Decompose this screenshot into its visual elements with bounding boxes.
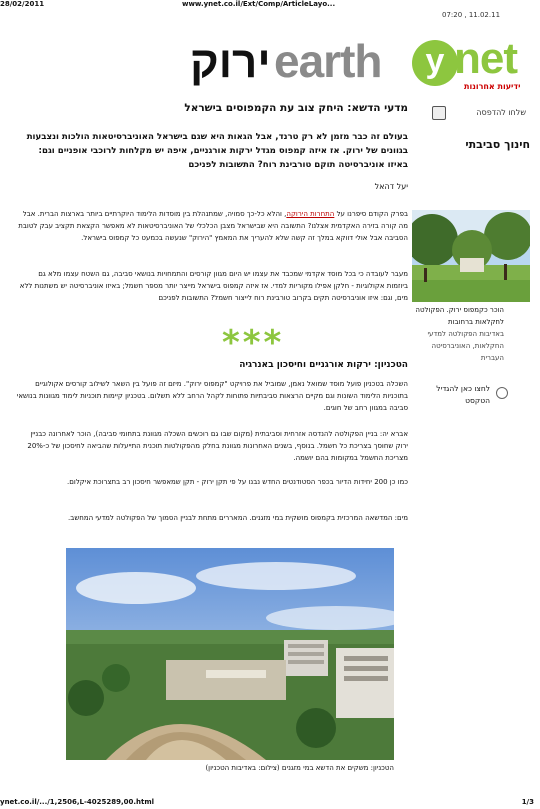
technion-campus-photo	[66, 548, 394, 760]
article-author: יעל דהאל	[374, 182, 408, 191]
printer-icon[interactable]	[432, 106, 446, 120]
paragraph-4: אברא יה: בניין הפקולטה להנדסה אזרחית וסביבתית (מקום שבו גם רוכשים השכלה מגוונת בתחומי סביבה), הוכר לאחרונה כבניין ירוק שחוסך בצריכת כל חשמל. בנוסף, בשנים האחרונות מגוונת בחלק מהפקולטות תוכנית התייעלות שהביאה לחיסכון של כ-20% מצריכת החשמל במקומות בהם יושמה.	[27, 430, 408, 462]
paragraph-6: מים: המדשאה המרכזית בקמפוס מושקית במי מזגנים. המאררים מתחת לבניין הסמוך של הפקולטה למדעי המחשב.	[68, 514, 408, 522]
paragraph-1	[16, 208, 408, 244]
earth-hebrew-wordmark: ירוק	[190, 38, 271, 87]
big-photo-caption: הטכניון: משקים את הדשא במי מזגנים (צילום: באדיבות הטכניון)	[205, 764, 394, 772]
green-competition-link[interactable]: התחרות הירוקה	[286, 210, 335, 218]
enlarge-text-link[interactable]: לחצו כאן להגדיל הטקסט	[436, 384, 490, 405]
section-subtitle: הטכניון: ירקות אורגניים וחיסכון באנרגיה	[239, 360, 408, 370]
article-lead: בעולם זה כבר מזמן לא רק טרנד, אבל הגאות היא שגם בישראל האוניברסיטאות הולכות ונצבעות בגוונים של ירוק. אז איזה קמפוס מגדל ירקות אורגניים, איפה יש מקלחות לרוכבי אופניים וגם: באיזו אוניברסיטה תוקם טורבינת רוח? התשובות לפניכם	[26, 132, 408, 170]
ynet-tagline: ידיעות אחרונות	[464, 82, 521, 91]
side-photo-caption-main: הוכר כקמפוס ירוק. הפקולטה לחקלאות ברחובות	[415, 306, 504, 326]
ynet-wordmark: net	[454, 34, 517, 83]
print-link[interactable]: שלחו להדפסה	[476, 108, 526, 117]
paragraph-2: מעבר לעובדה כי בכל מוסד אקדמי שמכבד את עצמו יש היום מגוון קורסים והתמחויות בנושאי סביבה, גם השטח עצמו מלא גם ביוזמות אקולוגיות - חלקן אפילו מקוריות למדי. אז איזה קמפוס בישראל מייצר יותר מספר חשמל; באיזו אוניברסיטה יש משתנות ללא מים, וגם: איזו אוניברסיטה תקים בקרוב טורבינת רוח לייצור חשמל? התשובות לפניכם	[19, 270, 408, 302]
paragraph-1-text: בפרק הקודם סיפרנו על התחרות הירוקה, והלא כל-כך סמויה, שמתנהלת בין מוסדות הלימוד היוקרתיים ביותר בארצות הברית. אבל מה קורה בזירה האקדמית אצלנו? התשובה היא שבישראל מצבן הכלכלי של האוניברסיטאות לא מאפשר הקצאת תקציב עבק לטובת הסביבה אבל אולי דווקא במלך זה קשה שלא להעריך את המאמץ "הירוק" שנעשה בכמעט כל קמפוס בישראל.	[18, 210, 408, 242]
campus-side-photo	[412, 210, 530, 302]
paragraph-5: כמו כן 200 יחידות הדיור בכפר הסטודנטים החדש נבנו על פי תקן ירוק - תקן שמאפשר חיסכון רב בתצרוכת איקלום.	[67, 478, 408, 486]
side-photo-caption	[412, 304, 504, 364]
print-date: 28/02/2011	[0, 0, 45, 8]
paragraph-3: השכלה בטכניון פועל מוסד שמואל נאמן, שמוביל את פרויקט "קמפוס ירוק". מיזם זה פועל בין השאר לשילוב קורסים אקולוגיים בתוכניות הלימוד השונות וגם מקיים הרצאות סביבתיות פתוחות לקהל הרחב ללא תשלום. בטכניון קיימות תוכניות לימוד מגוונות בנושאי סביבה במגוון רחב של חוגים.	[16, 380, 408, 412]
earth-logo[interactable]	[190, 36, 400, 94]
article-title: מדעי הדשא: היחק צוב עת הקמפוסים בישראל	[184, 102, 408, 114]
footer-url: ynet.co.il/.../1,2506,L-4025289,00.html	[0, 798, 155, 806]
side-photo-caption-credit: באדיבות הפקולטה למדעי החקלאות, האוניברסיטה העברית	[427, 330, 504, 362]
footer-page-number: 1/3	[521, 798, 534, 806]
print-url: www.ynet.co.il/Ext/Comp/ArticleLayo...	[182, 0, 336, 8]
timestamp: 07:20 , 11.02.11	[442, 11, 501, 19]
print-header	[0, 0, 540, 10]
section-divider-stars: ***	[222, 323, 285, 363]
earth-wordmark: earth	[274, 35, 382, 87]
ynet-y-mark: y	[412, 40, 458, 86]
ynet-logo[interactable]	[412, 32, 528, 92]
section-title: חינוך סביבתי	[465, 138, 530, 151]
